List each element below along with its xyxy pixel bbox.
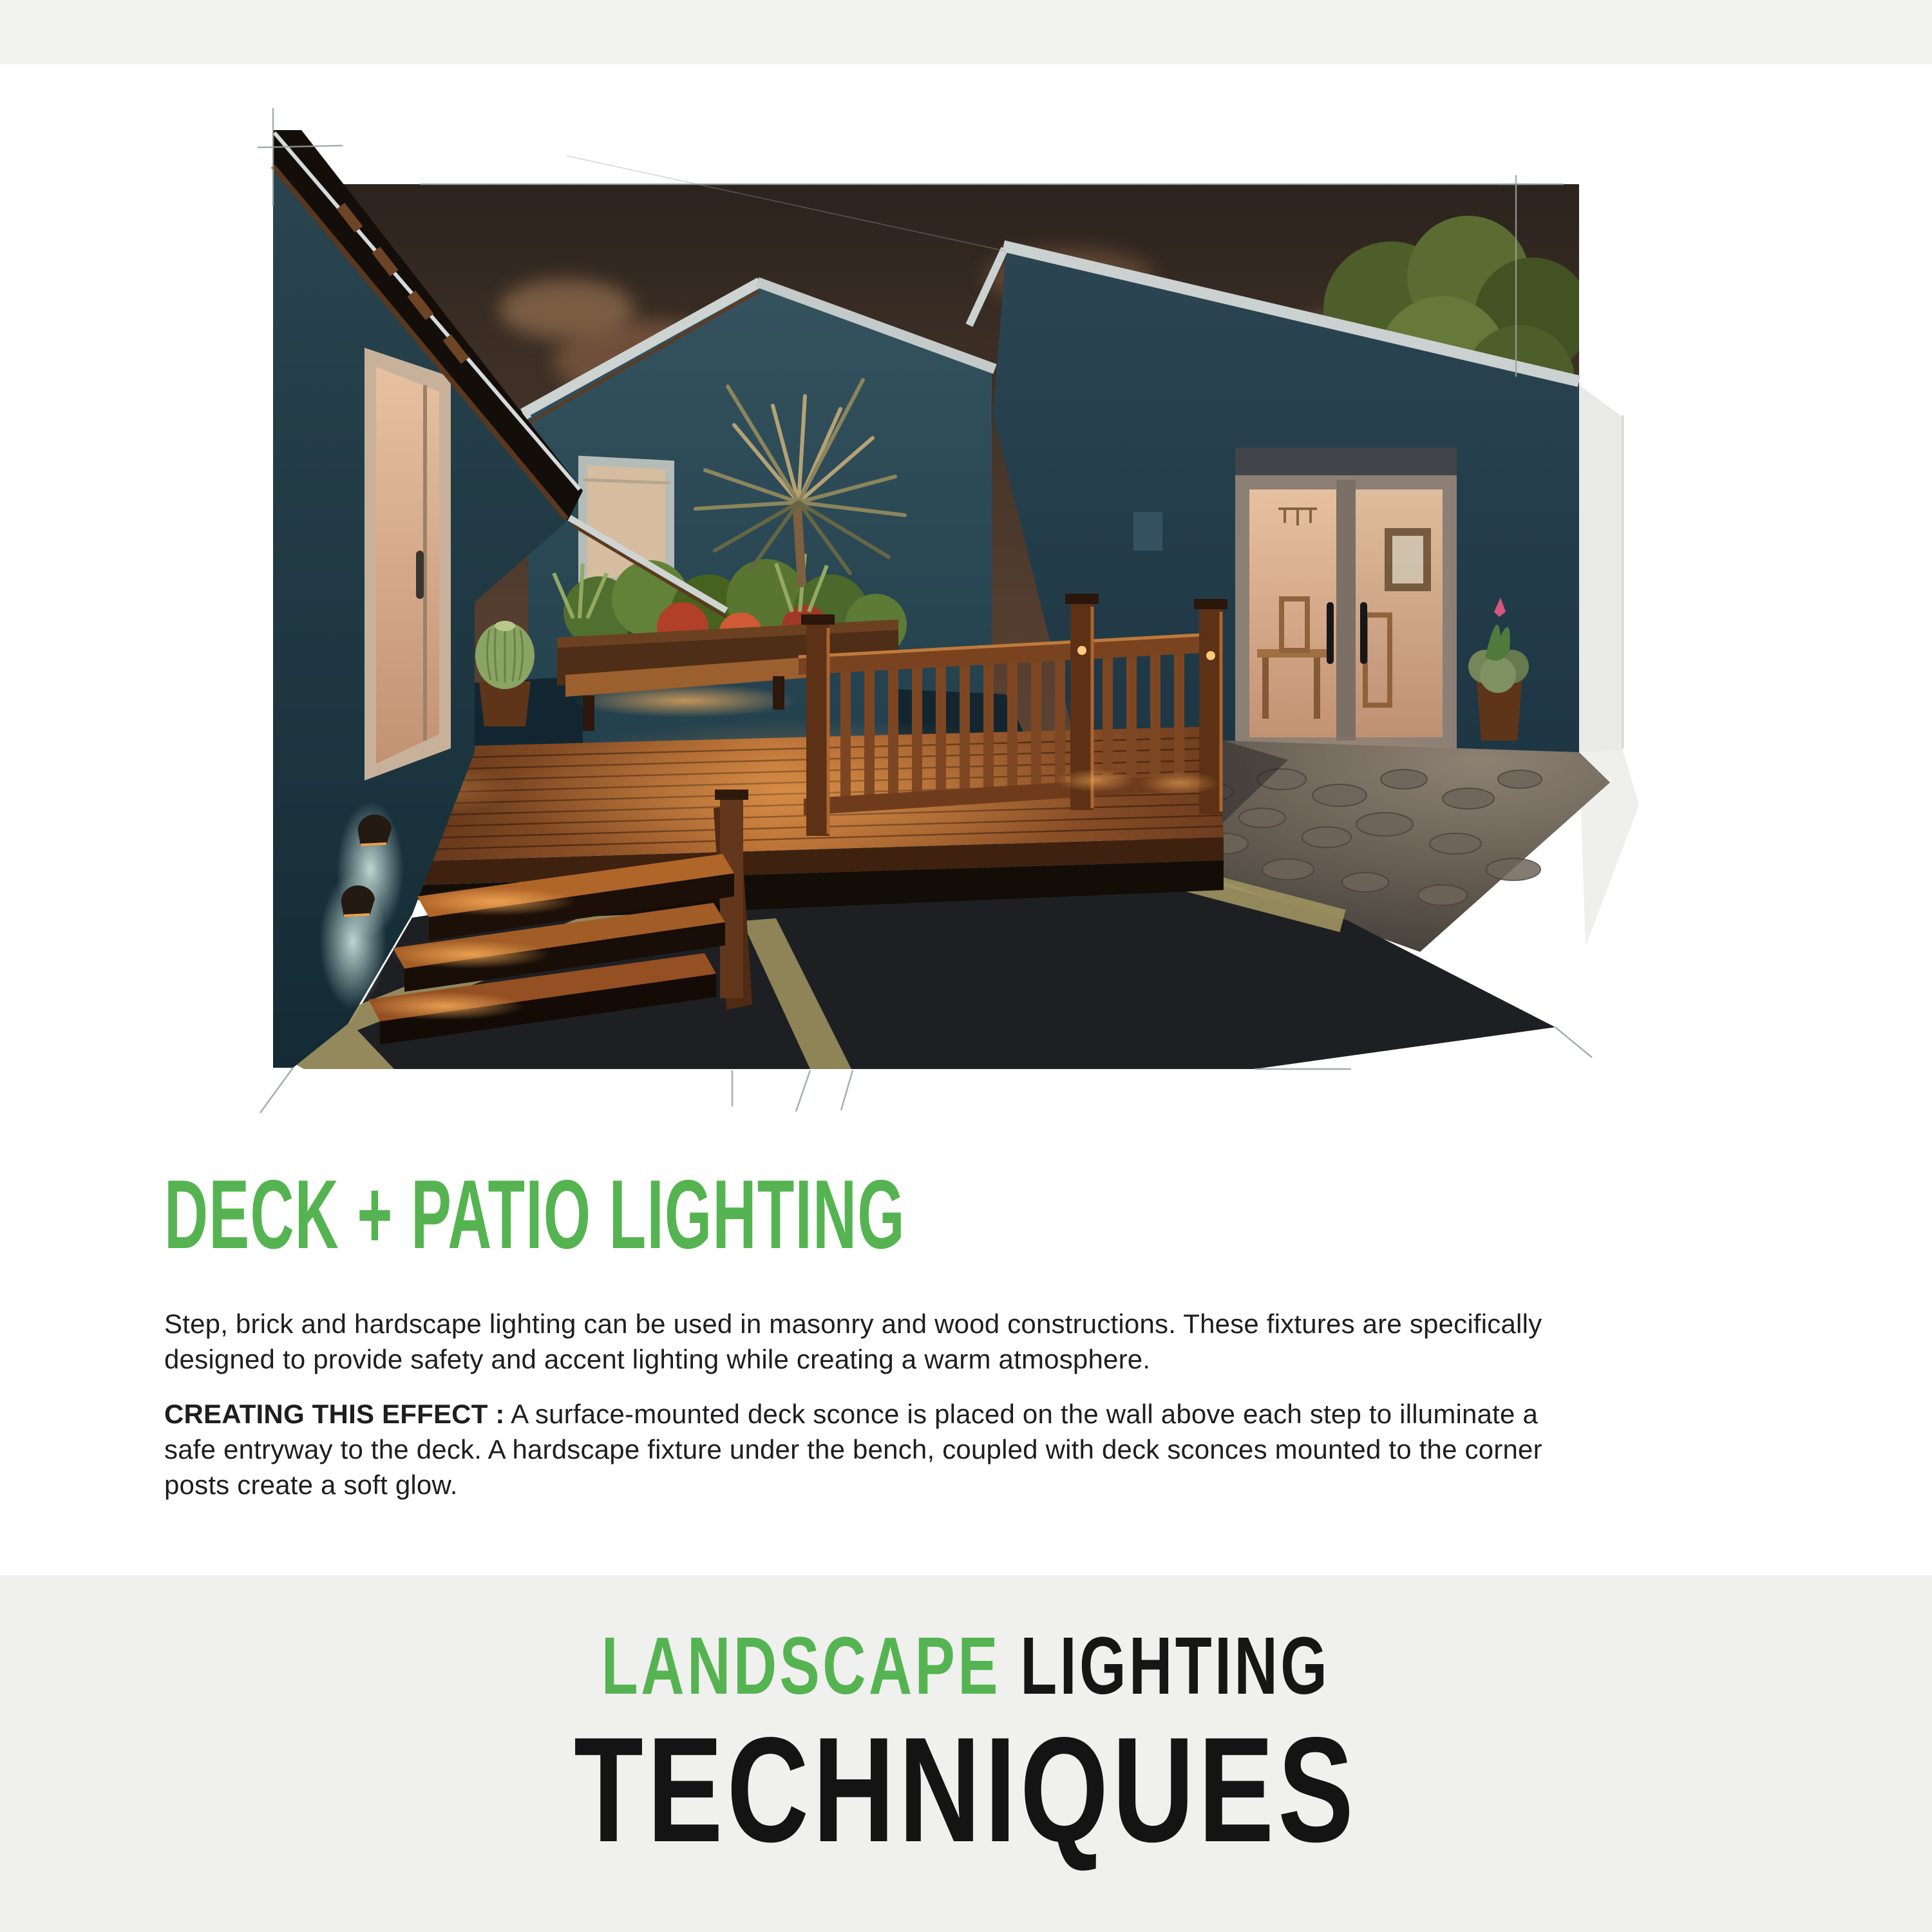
top-gray-bar (0, 0, 1932, 64)
footer-series-title (0, 1620, 1932, 1711)
body-copy (164, 1306, 1571, 1502)
page-edge-right (1579, 385, 1639, 947)
intro-paragraph: Step, brick and hardscape lighting can be used in masonry and wood constructions. These fixtures are specifically designed to provide safety and accent lighting while creating a warm atmosphere. (164, 1309, 1542, 1374)
barrel-cactus-left (475, 621, 535, 726)
effect-paragraph-lead: CREATING THIS EFFECT : (164, 1399, 505, 1429)
sconce-fixture (341, 886, 375, 917)
sconce-fixture (358, 815, 392, 846)
section-title (164, 1160, 1359, 1269)
sliding-glass-door (365, 348, 451, 781)
footer-main-title-text: TECHNIQUES (574, 1707, 1358, 1873)
section-title-text: DECK + PATIO LIGHTING (164, 1160, 905, 1269)
effect-paragraph-text: A surface-mounted deck sconce is placed on the wall above each step to illuminate a safe entryway to the deck. A hardscape fixture under the bench, coupled with deck sconces mounted to the corner posts create a soft glow. (164, 1399, 1542, 1500)
post-sconce-light (1077, 646, 1086, 655)
footer-series-accent: LANDSCAPE (601, 1620, 1001, 1711)
footer-main-title (0, 1707, 1932, 1873)
footer-series-rest: LIGHTING (1001, 1620, 1331, 1711)
post-sconce-light (1206, 651, 1215, 660)
effect-paragraph (164, 1396, 1571, 1502)
deck-patio-rendering (258, 97, 1649, 1191)
